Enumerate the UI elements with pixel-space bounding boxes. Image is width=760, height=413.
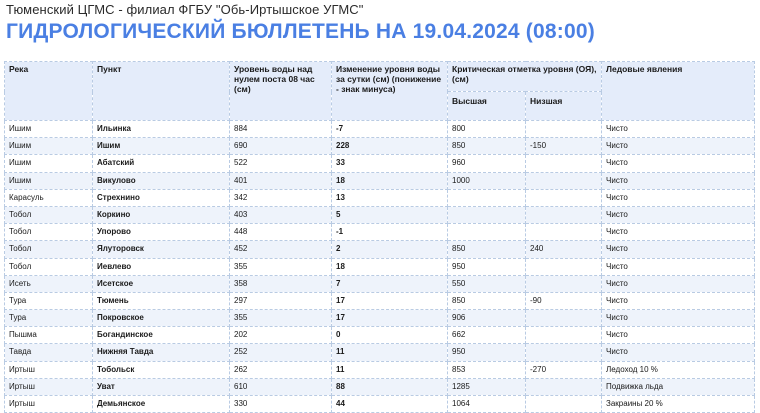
cell-low (526, 121, 602, 138)
cell-high (448, 224, 526, 241)
cell-low (526, 258, 602, 275)
table-row (5, 275, 755, 292)
cell-point: Ильинка (93, 121, 230, 138)
cell-high: 1285 (448, 378, 526, 395)
cell-point: Демьянское (93, 396, 230, 413)
cell-low: 240 (526, 241, 602, 258)
table-row (5, 172, 755, 189)
cell-low (526, 327, 602, 344)
cell-ice: Чисто (602, 172, 755, 189)
cell-ice: Закраины 20 % (602, 396, 755, 413)
cell-ice: Чисто (602, 258, 755, 275)
cell-point: Тобольск (93, 361, 230, 378)
cell-low (526, 206, 602, 223)
cell-ice: Чисто (602, 189, 755, 206)
cell-ice: Чисто (602, 327, 755, 344)
cell-river: Иртыш (5, 361, 93, 378)
cell-level: 452 (230, 241, 332, 258)
cell-low: -150 (526, 138, 602, 155)
column-header-critical: Критическая отметка уровня (ОЯ), (см) (448, 62, 602, 92)
cell-low (526, 275, 602, 292)
cell-change: 11 (332, 344, 448, 361)
table-row (5, 378, 755, 395)
cell-change: 17 (332, 292, 448, 309)
column-header-high: Высшая (448, 92, 526, 121)
cell-river: Тобол (5, 224, 93, 241)
column-header-change: Изменение уровня воды за сутки (см) (понижение - знак минуса) (332, 62, 448, 121)
cell-level: 884 (230, 121, 332, 138)
cell-low (526, 172, 602, 189)
cell-river: Карасуль (5, 189, 93, 206)
cell-change: 18 (332, 258, 448, 275)
cell-ice: Чисто (602, 121, 755, 138)
table-row (5, 241, 755, 258)
column-header-river: Река (5, 62, 93, 121)
cell-river: Тура (5, 310, 93, 327)
cell-high (448, 189, 526, 206)
cell-level: 610 (230, 378, 332, 395)
cell-change: 228 (332, 138, 448, 155)
cell-ice: Чисто (602, 224, 755, 241)
table-body (5, 121, 755, 413)
cell-change: 0 (332, 327, 448, 344)
cell-high (448, 206, 526, 223)
cell-point: Тюмень (93, 292, 230, 309)
cell-point: Покровское (93, 310, 230, 327)
cell-level: 342 (230, 189, 332, 206)
table-row (5, 121, 755, 138)
cell-river: Ишим (5, 172, 93, 189)
cell-point: Викулово (93, 172, 230, 189)
cell-low (526, 224, 602, 241)
cell-change: 33 (332, 155, 448, 172)
cell-level: 358 (230, 275, 332, 292)
cell-river: Тобол (5, 241, 93, 258)
cell-high: 850 (448, 138, 526, 155)
cell-high: 1000 (448, 172, 526, 189)
cell-level: 355 (230, 258, 332, 275)
cell-high: 853 (448, 361, 526, 378)
cell-level: 297 (230, 292, 332, 309)
cell-ice: Чисто (602, 138, 755, 155)
table-row (5, 155, 755, 172)
column-header-ice: Ледовые явления (602, 62, 755, 121)
cell-point: Коркино (93, 206, 230, 223)
cell-river: Исеть (5, 275, 93, 292)
cell-river: Иртыш (5, 396, 93, 413)
cell-point: Ялуторовск (93, 241, 230, 258)
cell-ice: Подвижка льда (602, 378, 755, 395)
table-row (5, 206, 755, 223)
cell-low: -270 (526, 361, 602, 378)
cell-high: 950 (448, 344, 526, 361)
cell-high: 850 (448, 241, 526, 258)
cell-low (526, 189, 602, 206)
cell-ice: Ледоход 10 % (602, 361, 755, 378)
cell-river: Иртыш (5, 378, 93, 395)
cell-point: Упорово (93, 224, 230, 241)
cell-river: Ишим (5, 155, 93, 172)
table-row (5, 189, 755, 206)
cell-level: 202 (230, 327, 332, 344)
cell-ice: Чисто (602, 155, 755, 172)
cell-ice: Чисто (602, 275, 755, 292)
cell-low (526, 344, 602, 361)
cell-high: 950 (448, 258, 526, 275)
cell-river: Тобол (5, 258, 93, 275)
cell-level: 252 (230, 344, 332, 361)
cell-level: 522 (230, 155, 332, 172)
cell-point: Стрехнино (93, 189, 230, 206)
cell-river: Тавда (5, 344, 93, 361)
cell-ice: Чисто (602, 310, 755, 327)
cell-low (526, 396, 602, 413)
cell-level: 262 (230, 361, 332, 378)
table-row (5, 224, 755, 241)
cell-ice: Чисто (602, 206, 755, 223)
column-header-level: Уровень воды над нулем поста 08 час (см) (230, 62, 332, 121)
cell-change: 88 (332, 378, 448, 395)
cell-change: 5 (332, 206, 448, 223)
table-row (5, 292, 755, 309)
cell-river: Тобол (5, 206, 93, 223)
cell-change: 18 (332, 172, 448, 189)
table-row (5, 361, 755, 378)
cell-high: 850 (448, 292, 526, 309)
cell-high: 1064 (448, 396, 526, 413)
cell-level: 690 (230, 138, 332, 155)
cell-level: 401 (230, 172, 332, 189)
table-row (5, 327, 755, 344)
cell-change: 2 (332, 241, 448, 258)
cell-change: -7 (332, 121, 448, 138)
cell-change: 11 (332, 361, 448, 378)
table-row (5, 344, 755, 361)
cell-point: Нижняя Тавда (93, 344, 230, 361)
cell-point: Абатский (93, 155, 230, 172)
cell-change: 7 (332, 275, 448, 292)
cell-point: Ишим (93, 138, 230, 155)
cell-high: 662 (448, 327, 526, 344)
cell-level: 355 (230, 310, 332, 327)
cell-change: 17 (332, 310, 448, 327)
table-row (5, 310, 755, 327)
table-row (5, 258, 755, 275)
cell-high: 960 (448, 155, 526, 172)
cell-high: 906 (448, 310, 526, 327)
hydrology-table (4, 61, 755, 413)
cell-ice: Чисто (602, 292, 755, 309)
cell-change: 44 (332, 396, 448, 413)
cell-river: Ишим (5, 121, 93, 138)
cell-level: 330 (230, 396, 332, 413)
cell-high: 550 (448, 275, 526, 292)
cell-level: 448 (230, 224, 332, 241)
table-row (5, 396, 755, 413)
cell-river: Пышма (5, 327, 93, 344)
column-header-point: Пункт (93, 62, 230, 121)
cell-change: 13 (332, 189, 448, 206)
cell-level: 403 (230, 206, 332, 223)
column-header-low: Низшая (526, 92, 602, 121)
cell-point: Богандинское (93, 327, 230, 344)
cell-change: -1 (332, 224, 448, 241)
cell-high: 800 (448, 121, 526, 138)
cell-river: Ишим (5, 138, 93, 155)
cell-point: Уват (93, 378, 230, 395)
cell-river: Тура (5, 292, 93, 309)
page-title: ГИДРОЛОГИЧЕСКИЙ БЮЛЛЕТЕНЬ НА 19.04.2024 (08:00) (6, 20, 595, 43)
cell-ice: Чисто (602, 241, 755, 258)
cell-point: Иевлево (93, 258, 230, 275)
cell-low (526, 155, 602, 172)
cell-low (526, 310, 602, 327)
cell-point: Исетское (93, 275, 230, 292)
table-row (5, 138, 755, 155)
cell-low: -90 (526, 292, 602, 309)
organization-name: Тюменский ЦГМС - филиал ФГБУ "Обь-Иртышское УГМС" (6, 2, 364, 17)
cell-low (526, 378, 602, 395)
cell-ice: Чисто (602, 344, 755, 361)
